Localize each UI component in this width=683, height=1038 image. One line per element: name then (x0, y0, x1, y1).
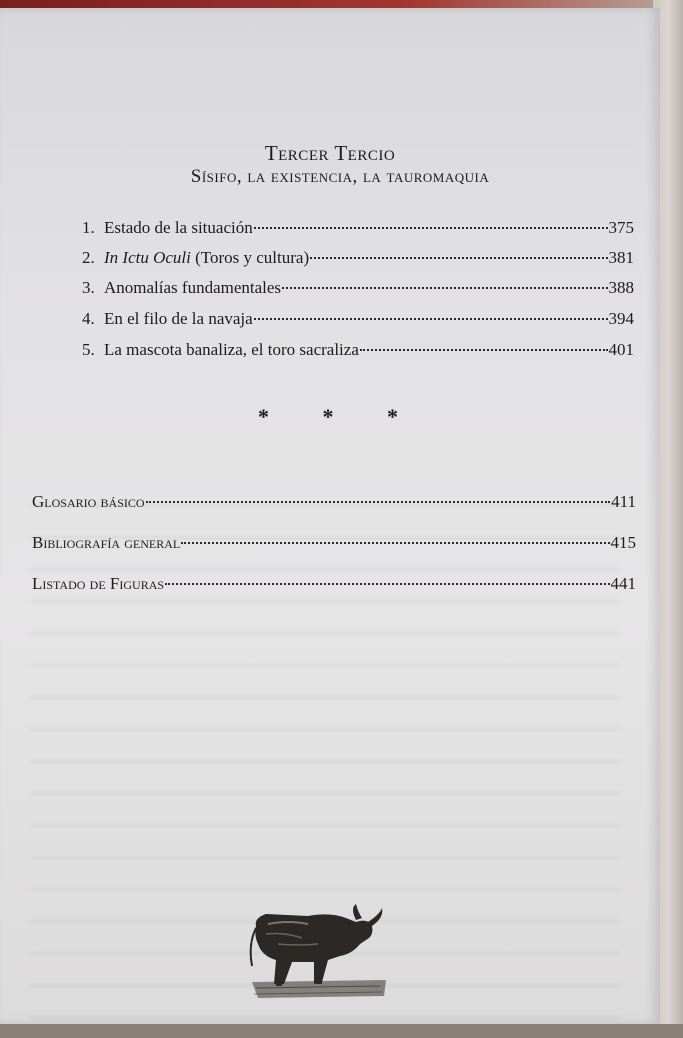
asterism-separator (258, 404, 398, 430)
dot-leader (146, 501, 611, 503)
asterisk: * (387, 404, 398, 429)
toc-page: 381 (608, 248, 634, 267)
toc-number: 4. (82, 309, 95, 328)
dot-leader (360, 349, 608, 351)
toc-page: 394 (608, 309, 634, 328)
back-matter-entry (32, 533, 636, 553)
bull-engraving-icon (248, 904, 390, 1004)
toc-title: Estado de la situación (104, 218, 253, 237)
back-matter-page: 415 (610, 533, 636, 552)
dot-leader (165, 583, 609, 585)
toc-page: 388 (608, 278, 634, 297)
toc-number: 1. (82, 218, 95, 237)
back-matter-entry (32, 492, 636, 512)
toc-entry (82, 340, 634, 360)
back-matter-page: 441 (610, 574, 636, 593)
dot-leader (254, 227, 608, 229)
toc-entry (82, 218, 634, 238)
toc-number: 3. (82, 278, 95, 297)
toc-title: La mascota banaliza, el toro sacraliza (104, 340, 359, 359)
asterisk: * (258, 404, 269, 429)
toc-entry (82, 248, 634, 268)
toc-title-italic: In Ictu Oculi (104, 248, 191, 267)
book-page (0, 8, 660, 1024)
back-matter-title: Listado de Figuras (32, 574, 165, 593)
dot-leader (310, 257, 607, 259)
back-matter-entry (32, 574, 636, 594)
toc-number: 2. (82, 248, 95, 267)
section-subtitle: Sísifo, la existencia, la tauromaquia (190, 166, 490, 187)
asterisk: * (322, 404, 334, 429)
toc-title: (Toros y cultura) (190, 248, 310, 267)
toc-title: Anomalías fundamentales (104, 278, 282, 297)
toc-title: En el filo de la navaja (104, 309, 253, 328)
back-matter-title: Bibliografía general (32, 533, 181, 552)
toc-entry (82, 278, 634, 298)
toc-page: 401 (608, 340, 634, 359)
back-matter-title: Glosario básico (32, 492, 145, 511)
toc-number: 5. (82, 340, 95, 359)
dot-leader (254, 318, 608, 320)
back-matter-page: 411 (611, 492, 636, 511)
toc-page: 375 (608, 218, 634, 237)
section-title: Tercer Tercio (264, 141, 396, 165)
dot-leader (181, 542, 609, 544)
dot-leader (282, 287, 607, 289)
toc-entry (82, 309, 634, 329)
